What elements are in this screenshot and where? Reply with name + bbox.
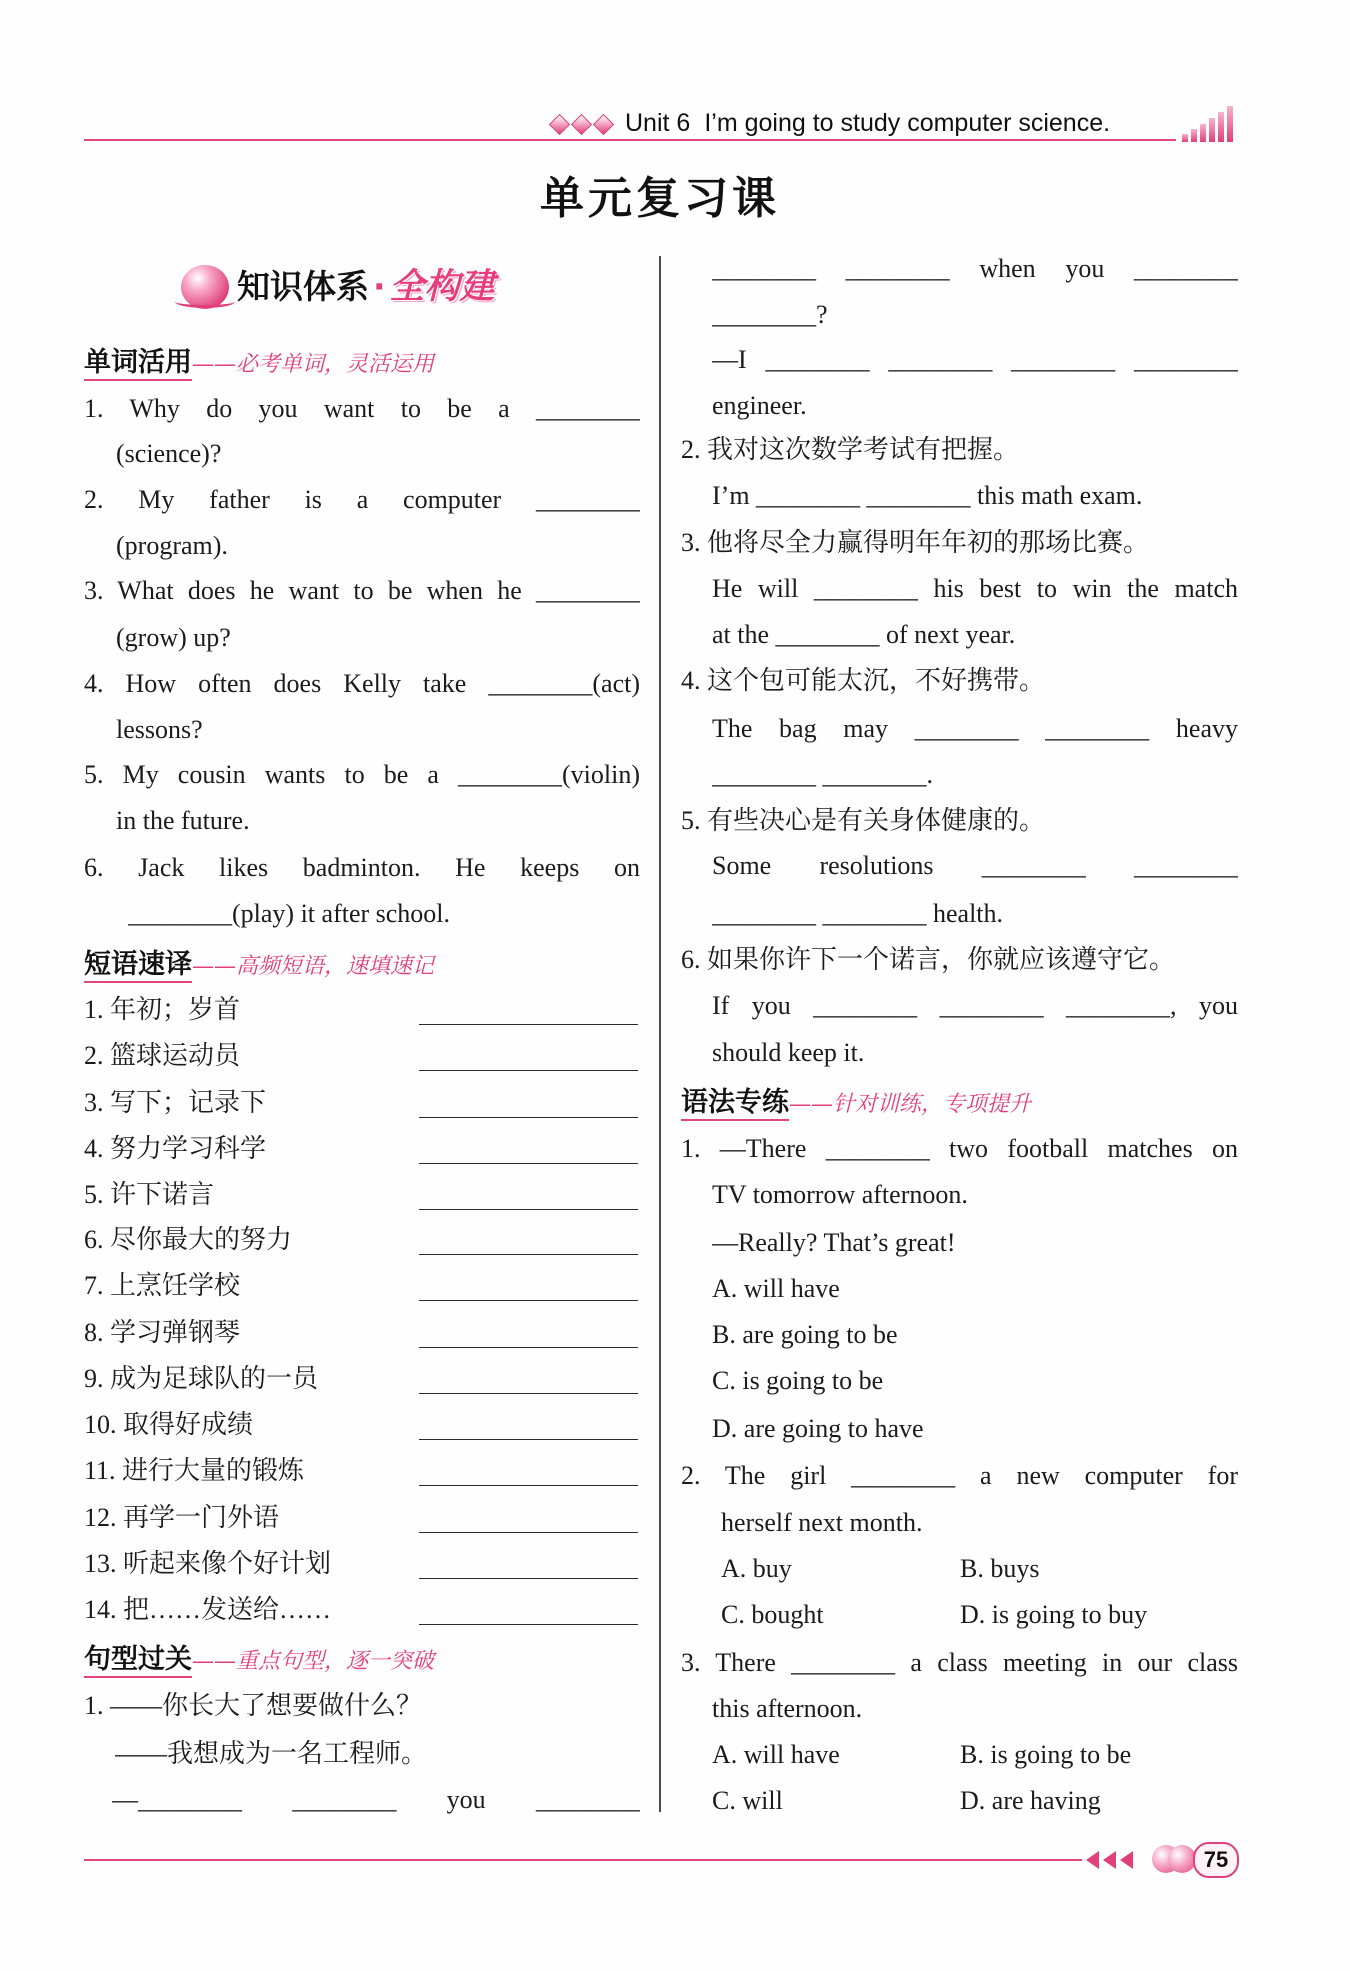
sentence-q1-answer-line4: —I ________ ________ ________ ________ bbox=[712, 345, 1238, 374]
arrow-left-icon bbox=[1120, 1851, 1133, 1869]
sentence-q2-answer: I’m ________ ________ this math exam. bbox=[712, 481, 1143, 510]
grammar-heading-label: 语法专练 bbox=[681, 1087, 789, 1121]
answer-blank bbox=[419, 1163, 638, 1164]
phrase-item-13: 13. 听起来像个好计划 bbox=[84, 1549, 332, 1578]
vocab-section-heading bbox=[84, 345, 434, 381]
phrase-item-11: 11. 进行大量的锻炼 bbox=[84, 1456, 305, 1485]
diamond-icon bbox=[593, 114, 614, 135]
answer-blank bbox=[419, 1347, 638, 1348]
sentence-q3-answer-line1: He will ________ his best to win the match bbox=[712, 574, 1238, 603]
sentence-q1-answer-line5: engineer. bbox=[712, 391, 807, 420]
diamond-icon bbox=[549, 114, 570, 135]
vocab-q1-line1: 1. Why do you want to be a ________ bbox=[84, 394, 640, 423]
banner-text bbox=[237, 264, 495, 310]
signal-bars-icon bbox=[1182, 104, 1238, 142]
vocab-q2-line2: (program). bbox=[116, 531, 228, 560]
vocab-q4-line2: lessons? bbox=[116, 715, 203, 744]
phrases-heading-tagline: ——高频短语，速填速记 bbox=[192, 954, 435, 979]
sentence-q1-answer-line1: —________ ________ you ________ bbox=[112, 1785, 640, 1814]
grammar-q2-option-d: D. is going to buy bbox=[960, 1600, 1148, 1629]
vocab-q5-line2: in the future. bbox=[116, 806, 250, 835]
banner-dot: · bbox=[373, 267, 386, 306]
grammar-q1-option-d: D. are going to have bbox=[712, 1414, 924, 1443]
vocab-q4-line1: 4. How often does Kelly take ________(act) bbox=[84, 669, 640, 698]
sentence-q4-prompt: 4. 这个包可能太沉，不好携带。 bbox=[681, 666, 1046, 695]
grammar-q1-option-a: A. will have bbox=[712, 1274, 840, 1303]
bar bbox=[1227, 106, 1233, 142]
knowledge-system-banner bbox=[181, 262, 551, 312]
vocab-q6-line2: ________(play) it after school. bbox=[128, 899, 451, 928]
sentence-q5-answer-line1: Some resolutions ________ ________ bbox=[712, 851, 1238, 880]
pink-ball-icon bbox=[181, 265, 229, 309]
sentence-q1-prompt: 1. ——你长大了想要做什么？ bbox=[84, 1691, 423, 1720]
bar bbox=[1209, 118, 1215, 142]
answer-blank bbox=[419, 1393, 638, 1394]
grammar-q1-line3: —Really? That’s great! bbox=[712, 1228, 956, 1257]
phrase-item-3: 3. 写下；记录下 bbox=[84, 1088, 267, 1117]
sentences-heading-label: 句型过关 bbox=[84, 1644, 192, 1678]
grammar-heading-tagline: ——针对训练，专项提升 bbox=[789, 1092, 1032, 1117]
grammar-section-heading bbox=[681, 1085, 1031, 1121]
sentence-q1-reply: ——我想成为一名工程师。 bbox=[115, 1739, 428, 1768]
answer-blank bbox=[419, 1439, 638, 1440]
grammar-q1-option-c: C. is going to be bbox=[712, 1366, 884, 1395]
sentence-q6-answer-line1: If you ________ ________ ________, you bbox=[712, 991, 1238, 1020]
grammar-q2-line1: 2. The girl ________ a new computer for bbox=[681, 1461, 1238, 1490]
bar bbox=[1182, 134, 1188, 142]
bar bbox=[1191, 129, 1197, 142]
vocab-q3-line1: 3. What does he want to be when he ________ bbox=[84, 576, 640, 605]
diamond-icon bbox=[571, 114, 592, 135]
phrases-section-heading bbox=[84, 947, 434, 983]
phrase-item-12: 12. 再学一门外语 bbox=[84, 1503, 280, 1532]
sentences-heading-tagline: ——重点句型，逐一突破 bbox=[192, 1649, 435, 1674]
grammar-q3-option-b: B. is going to be bbox=[960, 1740, 1132, 1769]
vocab-q5-line1: 5. My cousin wants to be a ________(violin) bbox=[84, 760, 640, 789]
footer-rule bbox=[84, 1859, 1082, 1861]
grammar-q3-line2: this afternoon. bbox=[712, 1694, 863, 1723]
grammar-q1-line1: 1. —There ________ two football matches on bbox=[681, 1134, 1238, 1163]
phrase-item-10: 10. 取得好成绩 bbox=[84, 1410, 254, 1439]
sentence-q4-answer-line2: ________ ________. bbox=[712, 760, 933, 789]
grammar-q2-option-b: B. buys bbox=[960, 1554, 1040, 1583]
phrase-item-4: 4. 努力学习科学 bbox=[84, 1134, 267, 1163]
sentence-q6-answer-line2: should keep it. bbox=[712, 1038, 865, 1067]
answer-blank bbox=[419, 1254, 638, 1255]
answer-blank bbox=[419, 1070, 638, 1071]
answer-blank bbox=[419, 1485, 638, 1486]
grammar-q3-line1: 3. There ________ a class meeting in our class bbox=[681, 1648, 1238, 1677]
sentence-q3-answer-line2: at the ________ of next year. bbox=[712, 620, 1016, 649]
sentence-q1-answer-line3: ________? bbox=[712, 300, 828, 329]
vocab-heading-label: 单词活用 bbox=[84, 347, 192, 381]
phrase-item-6: 6. 尽你最大的努力 bbox=[84, 1225, 293, 1254]
phrase-item-14: 14. 把……发送给…… bbox=[84, 1595, 332, 1624]
sentence-q4-answer-line1: The bag may ________ ________ heavy bbox=[712, 714, 1238, 743]
page-title: 单元复习课 bbox=[540, 173, 780, 224]
vocab-heading-tagline: ——必考单词，灵活运用 bbox=[192, 352, 435, 377]
answer-blank bbox=[419, 1624, 638, 1625]
grammar-q2-option-a: A. buy bbox=[721, 1554, 792, 1583]
grammar-q3-option-c: C. will bbox=[712, 1786, 783, 1815]
banner-part1: 知识体系 bbox=[237, 267, 369, 306]
phrase-item-1: 1. 年初；岁首 bbox=[84, 995, 241, 1024]
sentence-q2-prompt: 2. 我对这次数学考试有把握。 bbox=[681, 435, 1020, 464]
bar bbox=[1218, 112, 1224, 142]
sentence-q1-answer-line2: ________ ________ when you ________ bbox=[712, 254, 1238, 283]
bar bbox=[1200, 124, 1206, 142]
sentence-q5-answer-line2: ________ ________ health. bbox=[712, 899, 1004, 928]
phrase-item-9: 9. 成为足球队的一员 bbox=[84, 1364, 319, 1393]
grammar-q1-option-b: B. are going to be bbox=[712, 1320, 898, 1349]
phrase-item-7: 7. 上烹饪学校 bbox=[84, 1271, 241, 1300]
running-header bbox=[625, 106, 1110, 140]
vocab-q3-line2: (grow) up? bbox=[116, 623, 231, 652]
diamond-arrow-icon bbox=[550, 113, 616, 137]
unit-title: I’m going to study computer science. bbox=[704, 109, 1111, 137]
sentences-section-heading bbox=[84, 1642, 434, 1678]
arrow-left-icon bbox=[1103, 1851, 1116, 1869]
grammar-q3-option-a: A. will have bbox=[712, 1740, 840, 1769]
vocab-q6-line1: 6. Jack likes badminton. He keeps on bbox=[84, 853, 640, 882]
answer-blank bbox=[419, 1024, 638, 1025]
sentence-q3-prompt: 3. 他将尽全力赢得明年年初的那场比赛。 bbox=[681, 528, 1150, 557]
arrow-left-icon bbox=[1086, 1851, 1099, 1869]
answer-blank bbox=[419, 1117, 638, 1118]
grammar-q1-line2: TV tomorrow afternoon. bbox=[712, 1180, 968, 1209]
vocab-q1-line2: (science)? bbox=[116, 439, 222, 468]
sentence-q5-prompt: 5. 有些决心是有关身体健康的。 bbox=[681, 806, 1046, 835]
answer-blank bbox=[419, 1300, 638, 1301]
answer-blank bbox=[419, 1532, 638, 1533]
phrase-item-2: 2. 篮球运动员 bbox=[84, 1041, 241, 1070]
answer-blank bbox=[419, 1578, 638, 1579]
dot-icon bbox=[1168, 1845, 1196, 1873]
unit-label: Unit 6 bbox=[625, 109, 691, 137]
vocab-q2-line1: 2. My father is a computer ________ bbox=[84, 485, 640, 514]
phrase-item-8: 8. 学习弹钢琴 bbox=[84, 1318, 241, 1347]
answer-blank bbox=[419, 1209, 638, 1210]
header-rule bbox=[84, 139, 1176, 141]
grammar-q3-option-d: D. are having bbox=[960, 1786, 1101, 1815]
sentence-q6-prompt: 6. 如果你许下一个诺言，你就应该遵守它。 bbox=[681, 945, 1176, 974]
column-divider bbox=[659, 256, 661, 1812]
page-number: 75 bbox=[1193, 1842, 1239, 1878]
triple-arrow-icon bbox=[1086, 1848, 1142, 1872]
grammar-q2-line2: herself next month. bbox=[721, 1508, 923, 1537]
banner-part2: 全构建 bbox=[389, 267, 495, 307]
phrases-heading-label: 短语速译 bbox=[84, 949, 192, 983]
phrase-item-5: 5. 许下诺言 bbox=[84, 1180, 215, 1209]
grammar-q2-option-c: C. bought bbox=[721, 1600, 824, 1629]
